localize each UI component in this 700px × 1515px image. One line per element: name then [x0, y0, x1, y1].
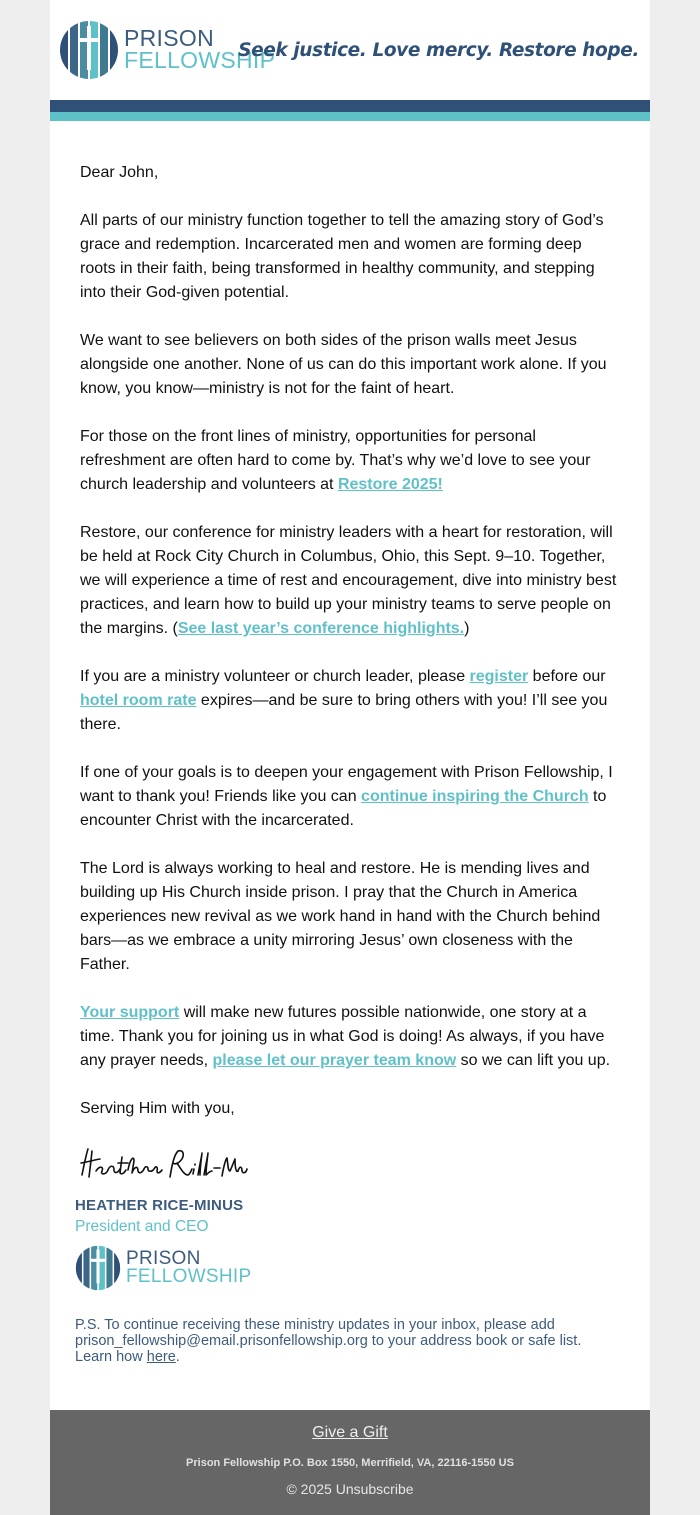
- continue-inspiring-link[interactable]: continue inspiring the Church: [361, 788, 589, 805]
- greeting: Dear John,: [80, 164, 159, 181]
- paragraph-8-end: so we can lift you up.: [456, 1052, 611, 1069]
- paragraph-3: [80, 425, 620, 497]
- learn-how-here-link[interactable]: here: [146, 1349, 176, 1365]
- letter-body: [50, 121, 650, 1121]
- paragraph-6-text: If one of your goals is to deepen your engagement with Prison Fellowship, I want to thank you! Friends like you can: [80, 764, 613, 805]
- register-link[interactable]: register: [469, 668, 529, 685]
- paragraph-7: The Lord is always working to heal and restore. He is mending lives and building up His Church inside prison. I pray that the Church in America experiences new revival as we work hand in hand with the Church behind bars—as we embrace a unity mirroring Jesus’ own closeness with the Father.: [80, 860, 601, 973]
- paragraph-3-text: For those on the front lines of ministry, opportunities for personal refreshment are often hard to come by. That’s why we’d love to see your church leadership and volunteers at: [80, 428, 591, 493]
- postscript-text: P.S. To continue receiving these ministry updates in your inbox, please add prison_fellowship@email.prisonfellowship.org to your address book or safe list. Learn how: [75, 1317, 582, 1365]
- footer-logo[interactable]: [75, 1245, 650, 1291]
- closing: Serving Him with you,: [80, 1100, 235, 1117]
- paragraph-8-text: will make new futures possible nationwide, one story at a time. Thank you for joining us in what God is doing! As always, if you have any prayer needs,: [80, 1004, 605, 1069]
- signer-title: President and CEO: [75, 1218, 209, 1235]
- paragraph-5-end: expires—and be sure to bring others with you! I’ll see you there.: [80, 692, 608, 733]
- paragraph-5: [80, 665, 620, 737]
- email-card: [50, 0, 650, 1515]
- copyright-unsubscribe[interactable]: © 2025 Unsubscribe: [286, 1481, 414, 1497]
- signature-image: [78, 1145, 248, 1185]
- header-band-light: [50, 112, 650, 121]
- logo-line-prison: PRISON: [124, 25, 214, 52]
- prayer-team-link[interactable]: please let our prayer team know: [212, 1052, 457, 1069]
- handwritten-signature: [50, 1145, 650, 1189]
- logo-line-prison: PRISON: [126, 1247, 201, 1269]
- paragraph-6-end: to encounter Christ with the incarcerated.: [80, 788, 607, 829]
- tagline: Seek justice. Love mercy. Restore hope.: [238, 40, 639, 61]
- conference-highlights-link[interactable]: See last year’s conference highlights.: [177, 620, 465, 637]
- hotel-room-rate-link[interactable]: hotel room rate: [80, 692, 197, 709]
- paragraph-2: We want to see believers on both sides of the prison walls meet Jesus alongside one another. None of us can do this important work alone. If you know, you know—ministry is not for the faint of heart.: [80, 332, 607, 397]
- paragraph-8: [80, 1001, 620, 1073]
- header-band-dark: [50, 100, 650, 112]
- mailing-address: Prison Fellowship P.O. Box 1550, Merrifield, VA, 22116-1550 US: [186, 1457, 514, 1469]
- logo-line-fellowship: FELLOWSHIP: [126, 1266, 252, 1287]
- logo-line-fellowship: FELLOWSHIP: [124, 47, 276, 73]
- paragraph-4-text: Restore, our conference for ministry leaders with a heart for restoration, will be held at Rock City Church in Columbus, Ohio, this Sept. 9–10. Together, we will experience a time of rest and encouragement, dive into ministry best practices, and learn how to build up your ministry teams to serve people on the margins. (: [80, 524, 617, 637]
- paragraph-5-mid: before our: [528, 668, 606, 685]
- prison-fellowship-emblem-icon: [59, 20, 119, 80]
- signature-block: [50, 1195, 650, 1291]
- paragraph-6: [80, 761, 620, 833]
- your-support-link[interactable]: Your support: [80, 1004, 180, 1021]
- paragraph-1: All parts of our ministry function together to tell the amazing story of God’s grace and redemption. Incarcerated men and women are forming deep roots in their faith, being transformed in healthy community, and stepping into their God-given potential.: [80, 212, 604, 301]
- paragraph-5-text: If you are a ministry volunteer or church leader, please: [80, 668, 470, 685]
- signer-name: HEATHER RICE-MINUS: [75, 1197, 244, 1214]
- email-header: [50, 0, 650, 100]
- restore-2025-link[interactable]: Restore 2025!: [337, 476, 443, 493]
- paragraph-4-end: ): [464, 620, 470, 637]
- prison-fellowship-emblem-icon: [75, 1245, 121, 1291]
- postscript: [50, 1291, 650, 1365]
- email-footer: [50, 1410, 650, 1515]
- give-a-gift-link[interactable]: Give a Gift: [312, 1424, 388, 1441]
- paragraph-4: [80, 521, 620, 641]
- postscript-end: .: [175, 1349, 180, 1365]
- logo-wordmark: [126, 1247, 252, 1287]
